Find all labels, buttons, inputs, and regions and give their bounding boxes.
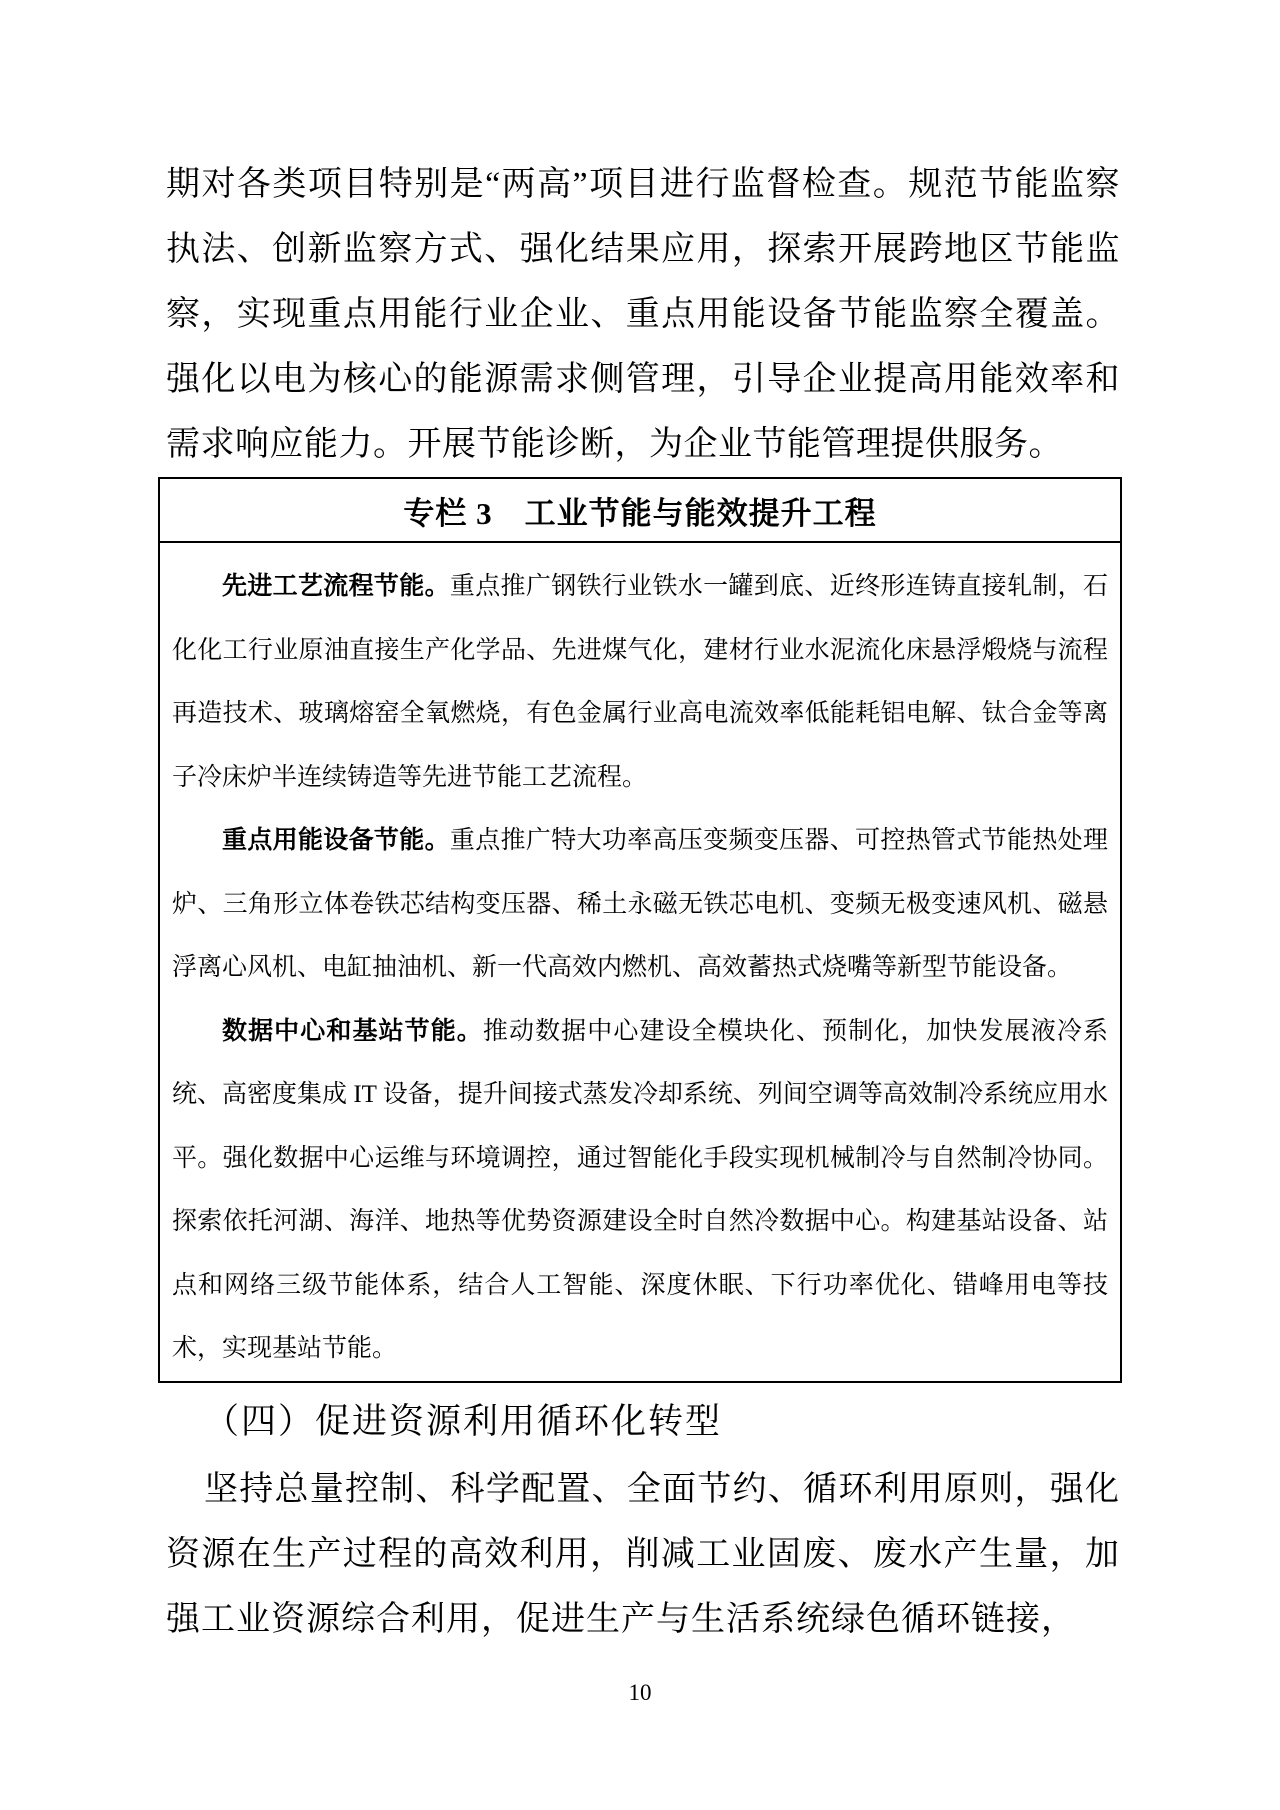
callout-box: [158, 477, 1122, 1383]
callout-paragraph-lead: 重点用能设备节能。: [222, 827, 450, 854]
intro-paragraph: 期对各类项目特别是“两高”项目进行监督检查。规范节能监察执法、创新监察方式、强化结果应用，探索开展跨地区节能监察，实现重点用能行业企业、重点用能设备节能监察全覆盖。强化以电为核心的能源需求侧管理，引导企业提高用能效率和需求响应能力。开展节能诊断，为企业节能管理提供服务。: [166, 166, 1120, 463]
callout-paragraph-lead: 数据中心和基站节能。: [222, 1017, 483, 1045]
callout-paragraph-text: 重点推广特大功率高压变频变压器、可控热管式节能热处理炉、三角形立体卷铁芯结构变压器、稀土永磁无铁芯电机、变频无极变速风机、磁悬浮离心风机、电缸抽油机、新一代高效内燃机、高效蓄热式烧嘴等新型节能设备。: [172, 827, 1108, 981]
callout-paragraph-text: 推动数据中心建设全模块化、预制化，加快发展液冷系统、高密度集成 IT 设备，提升间接式蒸发冷却系统、列间空调等高效制冷系统应用水平。强化数据中心运维与环境调控，通过智能化手段实现机械制冷与自然制冷协同。探索依托河湖、海洋、地热等优势资源建设全时自然冷数据中心。构建基站设备、站点和网络三级节能体系，结合人工智能、深度休眠、下行功率优化、错峰用电等技术，实现基站节能。: [172, 1017, 1108, 1362]
callout-paragraph-text: 重点推广钢铁行业铁水一罐到底、近终形连铸直接轧制，石化化工行业原油直接生产化学品、先进煤气化，建材行业水泥流化床悬浮煅烧与流程再造技术、玻璃熔窑全氧燃烧，有色金属行业高电流效率低能耗铝电解、钛合金等离子冷床炉半连续铸造等先进节能工艺流程。: [172, 573, 1108, 791]
callout-box-body: [160, 543, 1120, 1381]
page-number: 10: [628, 1680, 652, 1705]
callout-paragraph-lead: 先进工艺流程节能。: [222, 573, 450, 600]
callout-paragraph: [172, 1000, 1108, 1381]
body-paragraph: 坚持总量控制、科学配置、全面节约、循环利用原则，强化资源在生产过程的高效利用，削减工业固废、废水产生量，加强工业资源综合利用，促进生产与生活系统绿色循环链接，: [166, 1471, 1120, 1638]
callout-paragraph: [172, 809, 1108, 1000]
callout-paragraph: [172, 555, 1108, 809]
section-heading: （四）促进资源利用循环化转型: [204, 1402, 723, 1441]
callout-box-title: 专栏 3 工业节能与能效提升工程: [160, 479, 1120, 543]
